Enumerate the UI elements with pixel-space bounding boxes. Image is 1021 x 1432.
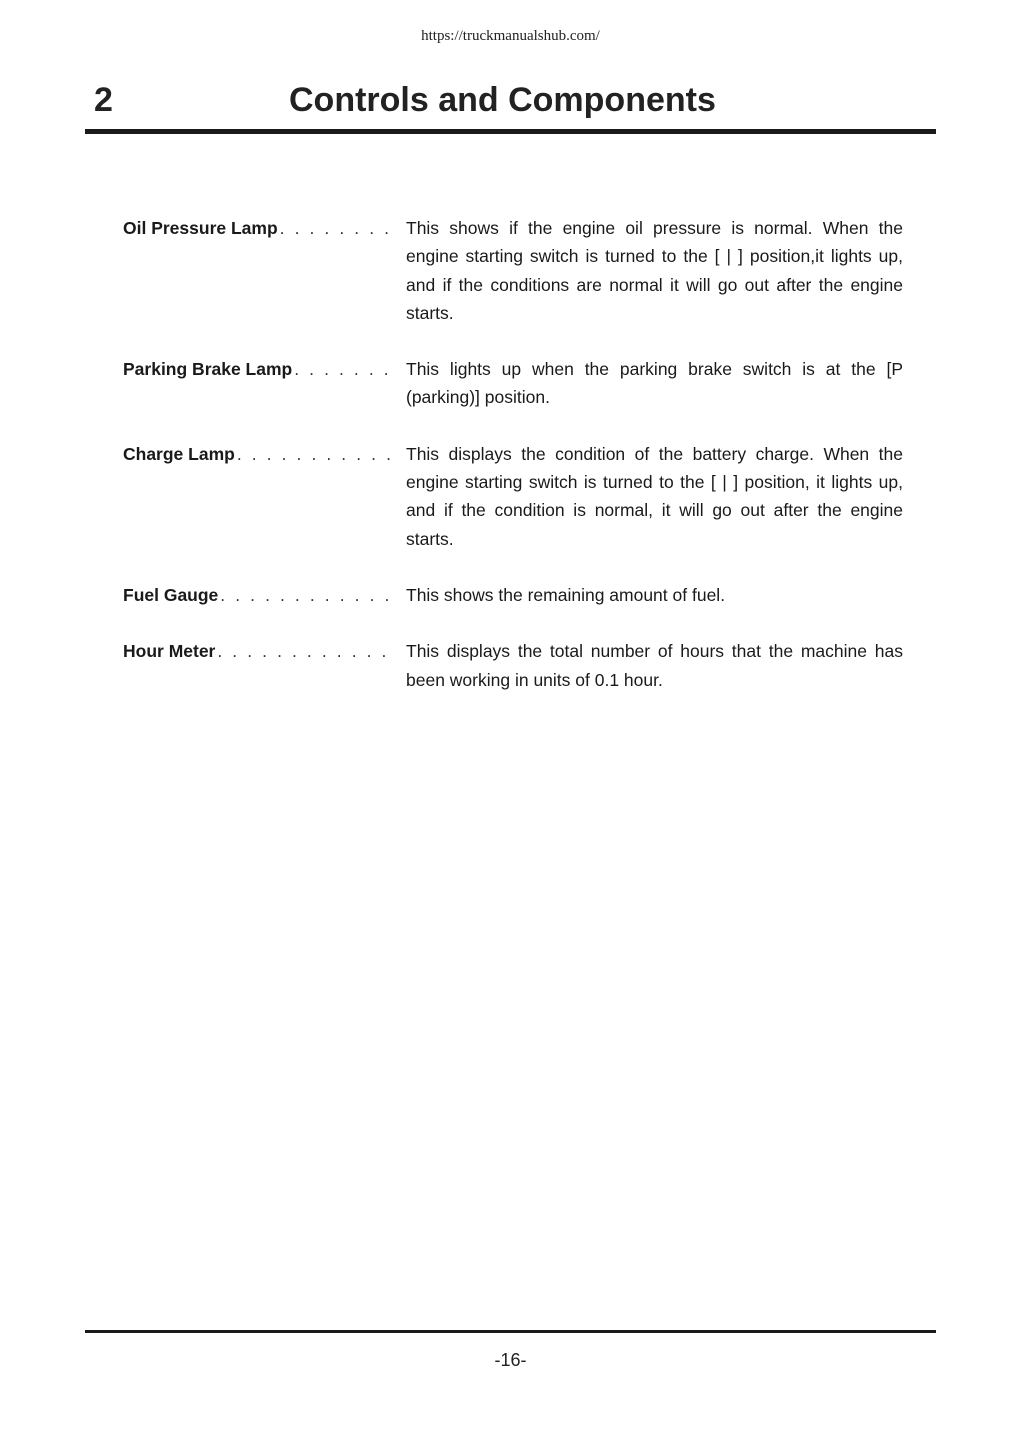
definition-entry-oil-pressure-lamp — [123, 214, 903, 327]
chapter-number: 2 — [94, 81, 113, 119]
dot-leader — [292, 355, 391, 383]
definition-list — [123, 214, 903, 694]
dot-leader — [278, 214, 391, 242]
dot-leader — [218, 581, 391, 609]
term-description: This lights up when the parking brake switch is at the [P (parking)] position. — [406, 359, 903, 408]
footer-divider — [85, 1330, 936, 1333]
term-description: This displays the condition of the battery charge. When the engine starting switch is turned to the [ | ] position, it lights up, and if the condition is normal, it will go out after the engine starts. — [406, 443, 903, 549]
definition-entry-parking-brake-lamp — [123, 355, 903, 412]
term-description: This displays the total number of hours that the machine has been working in units of 0.1 hour. — [406, 641, 903, 690]
page-number: -16- — [494, 1350, 527, 1370]
definition-entry-fuel-gauge — [123, 581, 903, 609]
term-label: Parking Brake Lamp — [123, 359, 293, 380]
term-cell — [123, 637, 391, 665]
source-url[interactable]: https://truckmanualshub.com/ — [421, 28, 600, 44]
term-description: This shows if the engine oil pressure is normal. When the engine starting switch is turned to the [ | ] position,it lights up, and if the conditions are normal it will go out after the engine starts. — [406, 218, 903, 323]
term-cell — [123, 440, 391, 468]
definition-entry-hour-meter — [123, 637, 903, 694]
page-title: Controls and Components — [289, 81, 716, 119]
definition-entry-charge-lamp — [123, 440, 903, 553]
term-label: Fuel Gauge — [123, 584, 219, 605]
term-description: This shows the remaining amount of fuel. — [406, 584, 726, 605]
term-label: Charge Lamp — [123, 443, 235, 464]
term-cell — [123, 355, 391, 383]
term-label: Oil Pressure Lamp — [123, 218, 278, 238]
term-cell — [123, 214, 391, 242]
term-label: Hour Meter — [123, 641, 216, 662]
dot-leader — [235, 440, 391, 468]
dot-leader — [215, 637, 391, 665]
header-divider — [85, 129, 936, 134]
term-cell — [123, 581, 391, 609]
